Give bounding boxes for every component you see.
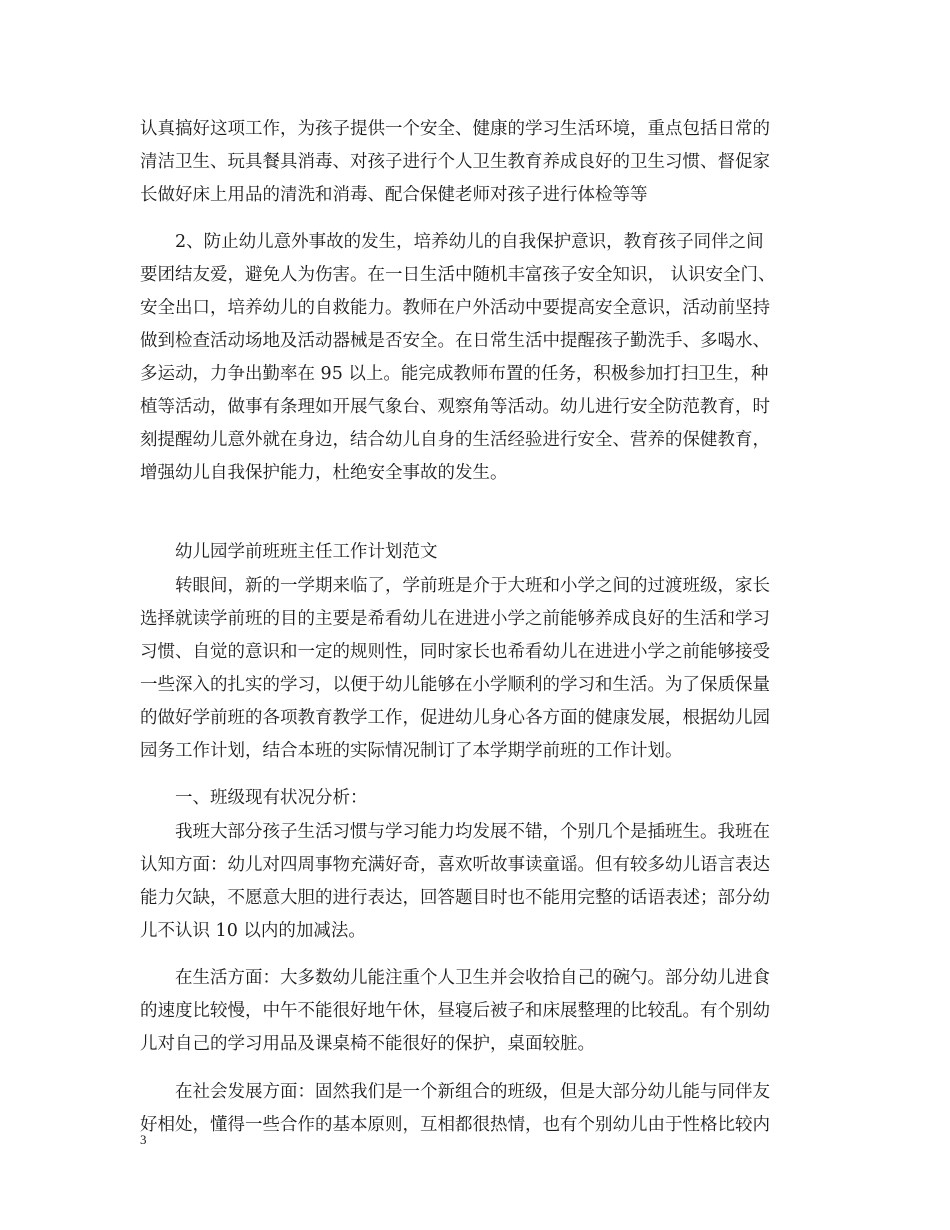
page-number: 3 <box>140 1132 147 1147</box>
paragraph-line: 的做好学前班的各项教育教学工作，促进幼儿身心各方面的健康发展，根据幼儿园 <box>140 708 770 728</box>
paragraph-line: 幼儿园学前班班主任工作计划范文 <box>175 542 438 562</box>
paragraph-line: 习惯、自觉的意识和一定的规则性，同时家长也希看幼儿在进进小学之前能够接受 <box>140 642 770 662</box>
paragraph-line: 2、防止幼儿意外事故的发生，培养幼儿的自我保护意识，教育孩子同伴之间 <box>175 232 764 252</box>
paragraph-line: 园务工作计划，结合本班的实际情况制订了本学期学前班的工作计划。 <box>140 741 683 761</box>
paragraph-line: 我班大部分孩子生活习惯与学习能力均发展不错，个别几个是插班生。我班在 <box>175 822 770 842</box>
paragraph-line: 一、班级现有状况分析： <box>175 788 368 808</box>
paragraph-line: 儿不认识 10 以内的加减法。 <box>140 921 366 941</box>
paragraph-line: 认知方面：幼儿对四周事物充满好奇，喜欢听故事读童谣。但有较多幼儿语言表达 <box>140 855 770 875</box>
paragraph-line: 好相处，懂得一些合作的基本原则，互相都很热情，也有个别幼儿由于性格比较内 <box>140 1115 770 1135</box>
paragraph-line: 能力欠缺，不愿意大胆的进行表达，回答题目时也不能用完整的话语表述；部分幼 <box>140 888 770 908</box>
paragraph-line: 认真搞好这项工作，为孩子提供一个安全、健康的学习生活环境，重点包括日常的 <box>140 119 770 139</box>
paragraph-line: 转眼间，新的一学期来临了，学前班是介于大班和小学之间的过渡班级，家长 <box>175 576 770 596</box>
paragraph-line: 要团结友爱，避免人为伤害。在一日生活中随机丰富孩子安全知识， 认识安全门、 <box>140 265 776 285</box>
paragraph-line: 在社会发展方面：固然我们是一个新组合的班级，但是大部分幼儿能与同伴友 <box>175 1082 770 1102</box>
paragraph-line: 增强幼儿自我保护能力，杜绝安全事故的发生。 <box>140 463 508 483</box>
paragraph-line: 多运动，力争出勤率在 95 以上。能完成教师布置的任务，积极参加打扫卫生，种 <box>140 364 769 384</box>
paragraph-line: 清洁卫生、玩具餐具消毒、对孩子进行个人卫生教育养成良好的卫生习惯、督促家 <box>140 152 770 172</box>
paragraph-line: 在生活方面：大多数幼儿能注重个人卫生并会收拾自己的碗勺。部分幼儿进食 <box>175 968 770 988</box>
paragraph-line: 安全出口，培养幼儿的自救能力。教师在户外活动中要提高安全意识，活动前坚持 <box>140 298 770 318</box>
paragraph-line: 长做好床上用品的清洗和消毒、配合保健老师对孩子进行体检等等 <box>140 185 648 205</box>
paragraph-line: 的速度比较慢，中午不能很好地午休，昼寝后被子和床展整理的比较乱。有个别幼 <box>140 1001 770 1021</box>
paragraph-line: 做到检查活动场地及活动器械是否安全。在日常生活中提醒孩子勤洗手、多喝水、 <box>140 331 770 351</box>
paragraph-line: 儿对自己的学习用品及课桌椅不能很好的保护，桌面较脏。 <box>140 1034 595 1054</box>
paragraph-line: 选择就读学前班的目的主要是希看幼儿在进进小学之前能够养成良好的生活和学习 <box>140 609 770 629</box>
paragraph-line: 一些深入的扎实的学习，以便于幼儿能够在小学顺利的学习和生活。为了保质保量 <box>140 675 770 695</box>
paragraph-line: 刻提醒幼儿意外就在身边，结合幼儿自身的生活经验进行安全、营养的保健教育， <box>140 430 770 450</box>
paragraph-line: 植等活动，做事有条理如开展气象台、观察角等活动。幼儿进行安全防范教育，时 <box>140 397 770 417</box>
